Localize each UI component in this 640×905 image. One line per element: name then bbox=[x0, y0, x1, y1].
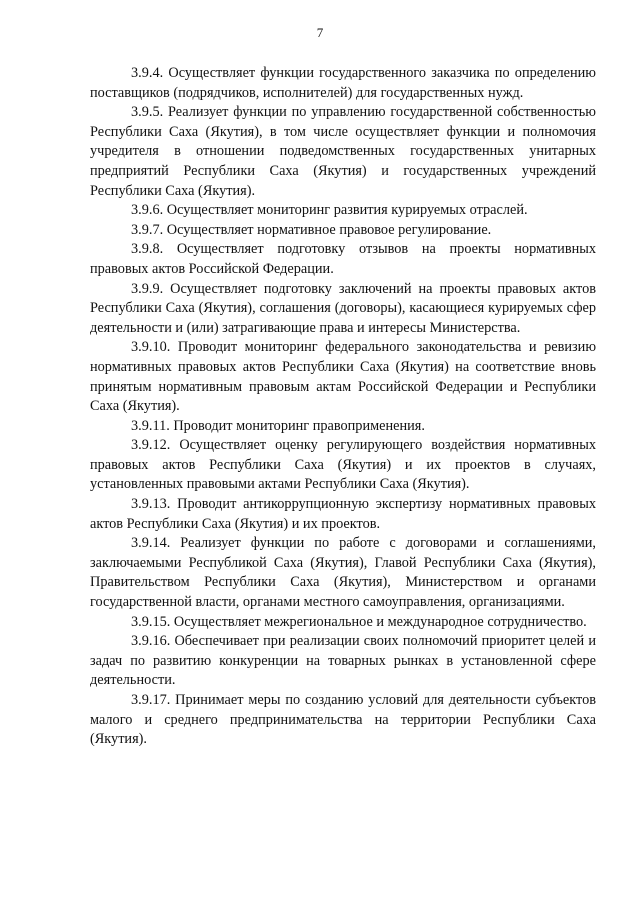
paragraph-3-9-17: 3.9.17. Принимает меры по созданию условий для деятельности субъектов малого и среднего предпринимательства на территории Республики Саха (Якутия). bbox=[90, 692, 596, 748]
paragraph-3-9-16: 3.9.16. Обеспечивает при реализации своих полномочий приоритет целей и задач по развитию конкуренции на товарных рынках в установленной сфере деятельности. bbox=[90, 633, 596, 689]
paragraph-3-9-5: 3.9.5. Реализует функции по управлению государственной собственностью Республики Саха (Якутия), в том числе осуществляет функции и полномочия учредителя в отношении подведомственных государственных унитарных предприятий Республики Саха (Якутия) и государственных учреждений Республики Саха (Якутия). bbox=[90, 104, 596, 199]
paragraph-3-9-15: 3.9.15. Осуществляет межрегиональное и международное сотрудничество. bbox=[131, 613, 587, 630]
paragraph-3-9-7: 3.9.7. Осуществляет нормативное правовое регулирование. bbox=[131, 221, 492, 238]
paragraph-3-9-9: 3.9.9. Осуществляет подготовку заключений на проекты правовых актов Республики Саха (Якутия), соглашения (договоры), касающиеся курируемых сфер деятельности и (или) затрагивающие права и интересы Министерства. bbox=[90, 280, 596, 336]
document-body bbox=[90, 64, 596, 750]
paragraph-3-9-10: 3.9.10. Проводит мониторинг федерального законодательства и ревизию нормативных правовых актов Республики Саха (Якутия) на соответствие вновь принятым нормативным правовым актам Российской Федерации и Республики Саха (Якутия). bbox=[90, 339, 596, 415]
page-number: 7 bbox=[316, 25, 324, 40]
paragraph-3-9-8: 3.9.8. Осуществляет подготовку отзывов на проекты нормативных правовых актов Российской Федерации. bbox=[90, 241, 596, 277]
paragraph-3-9-4: 3.9.4. Осуществляет функции государственного заказчика по определению поставщиков (подрядчиков, исполнителей) для государственных нужд. bbox=[90, 65, 596, 101]
paragraph-3-9-14: 3.9.14. Реализует функции по работе с договорами и соглашениями, заключаемыми Республикой Саха (Якутия), Главой Республики Саха (Якутия), Правительством Республики Саха (Якутия), Министерством и органами государственной власти, органами местного самоуправления, организациями. bbox=[90, 535, 596, 611]
paragraph-3-9-11: 3.9.11. Проводит мониторинг правоприменения. bbox=[131, 417, 425, 434]
paragraph-3-9-12: 3.9.12. Осуществляет оценку регулирующего воздействия нормативных правовых актов Республики Саха (Якутия) и их проектов в случаях, установленных правовыми актами Республики Саха (Якутия). bbox=[90, 437, 596, 493]
paragraph-3-9-6: 3.9.6. Осуществляет мониторинг развития курируемых отраслей. bbox=[131, 202, 528, 219]
paragraph-3-9-13: 3.9.13. Проводит антикоррупционную экспертизу нормативных правовых актов Республики Саха (Якутия) и их проектов. bbox=[90, 496, 596, 532]
